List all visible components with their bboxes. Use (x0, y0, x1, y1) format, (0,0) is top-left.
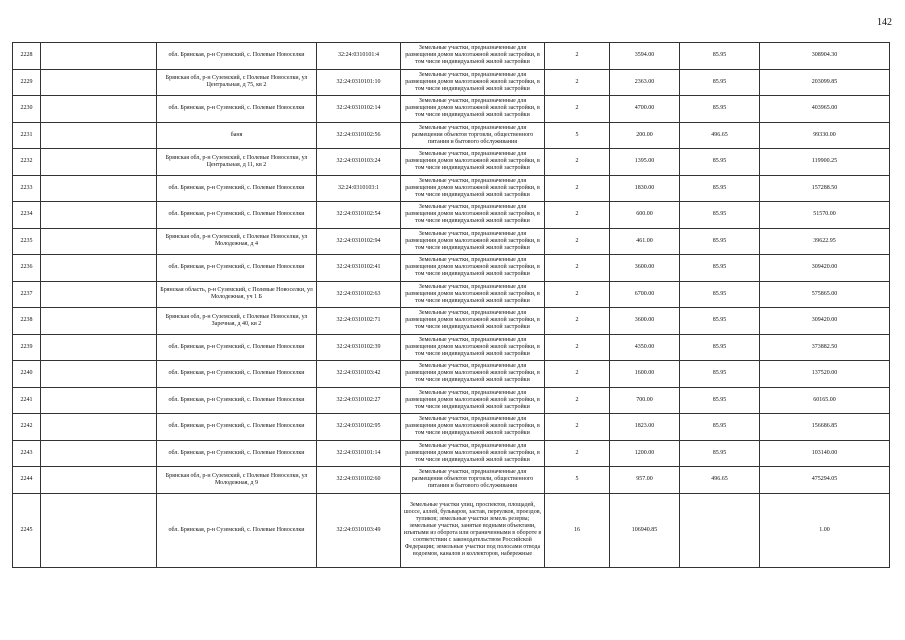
use-group-cell: 2 (545, 96, 610, 123)
specific-value-cell: 85.95 (680, 361, 760, 388)
cadastral-number-cell: 32:24:0310103:49 (317, 493, 401, 567)
land-use-purpose-cell: Земельные участки, предназначенные для размещения домов малоэтажной жилой застройки, в том числе индивидуальной жилой застройки (401, 255, 545, 282)
row-number: 2232 (13, 149, 41, 176)
blank-cell (41, 149, 157, 176)
area-cell: 3594.00 (610, 43, 680, 70)
table-row (13, 334, 890, 361)
specific-value-cell: 85.95 (680, 387, 760, 414)
area-cell: 600.00 (610, 202, 680, 229)
address-cell: обл. Брянская, р-н Суземский, с. Полевые Новоселки (157, 175, 317, 202)
specific-value-cell: 85.95 (680, 308, 760, 335)
table-row (13, 255, 890, 282)
specific-value-cell: 496.65 (680, 122, 760, 149)
cadastral-number-cell: 32:24:0310102:60 (317, 467, 401, 494)
specific-value-cell: 85.95 (680, 440, 760, 467)
specific-value-cell: 85.95 (680, 96, 760, 123)
cadastral-number-cell: 32:24:0310101:4 (317, 43, 401, 70)
cadastral-value-cell: 575865.00 (760, 281, 890, 308)
land-use-purpose-cell: Земельные участки, предназначенные для размещения домов малоэтажной жилой застройки, в том числе индивидуальной жилой застройки (401, 149, 545, 176)
cadastral-number-cell: 32:24:0310102:41 (317, 255, 401, 282)
page-number: 142 (877, 17, 892, 28)
area-cell: 461.00 (610, 228, 680, 255)
row-number: 2243 (13, 440, 41, 467)
land-use-purpose-cell: Земельные участки, предназначенные для размещения домов малоэтажной жилой застройки, в том числе индивидуальной жилой застройки (401, 334, 545, 361)
blank-cell (41, 255, 157, 282)
cadastral-value-cell: 403965.00 (760, 96, 890, 123)
use-group-cell: 2 (545, 175, 610, 202)
use-group-cell: 2 (545, 414, 610, 441)
address-cell: обл. Брянская, р-н Суземский, с. Полевые Новоселки (157, 96, 317, 123)
area-cell: 4700.00 (610, 96, 680, 123)
cadastral-value-cell: 99330.00 (760, 122, 890, 149)
area-cell: 1823.00 (610, 414, 680, 441)
row-number: 2230 (13, 96, 41, 123)
address-cell: обл. Брянская, р-н Суземский, с. Полевые Новоселки (157, 414, 317, 441)
use-group-cell: 2 (545, 202, 610, 229)
cadastral-value-cell: 137520.00 (760, 361, 890, 388)
blank-cell (41, 228, 157, 255)
area-cell: 1395.00 (610, 149, 680, 176)
table-row (13, 43, 890, 70)
cadastral-value-cell: 119900.25 (760, 149, 890, 176)
cadastral-number-cell: 32:24:0310102:27 (317, 387, 401, 414)
use-group-cell: 2 (545, 228, 610, 255)
cadastral-value-cell: 203099.85 (760, 69, 890, 96)
use-group-cell: 2 (545, 308, 610, 335)
area-cell: 3600.00 (610, 308, 680, 335)
table-row (13, 387, 890, 414)
blank-cell (41, 361, 157, 388)
row-number: 2242 (13, 414, 41, 441)
cadastral-number-cell: 32:24:0310102:95 (317, 414, 401, 441)
specific-value-cell: 85.95 (680, 334, 760, 361)
cadastral-number-cell: 32:24:0310102:63 (317, 281, 401, 308)
specific-value-cell: 85.95 (680, 149, 760, 176)
address-cell: Брянская обл, р-н Суземский, с Полевые Новоселки, ул Центральная, д 75, кв 2 (157, 69, 317, 96)
row-number: 2244 (13, 467, 41, 494)
row-number: 2241 (13, 387, 41, 414)
blank-cell (41, 122, 157, 149)
table-row (13, 308, 890, 335)
specific-value-cell: 85.95 (680, 281, 760, 308)
blank-cell (41, 440, 157, 467)
row-number: 2237 (13, 281, 41, 308)
cadastral-number-cell: 32:24:0310102:94 (317, 228, 401, 255)
cadastral-number-cell: 32:24:0310102:54 (317, 202, 401, 229)
use-group-cell: 2 (545, 281, 610, 308)
cadastral-value-cell: 60165.00 (760, 387, 890, 414)
use-group-cell: 5 (545, 122, 610, 149)
cadastral-value-cell: 39622.95 (760, 228, 890, 255)
blank-cell (41, 467, 157, 494)
address-cell: Брянская обл, р-н Суземский, с Полевые Новоселки, ул Молодежная, д 9 (157, 467, 317, 494)
area-cell: 1200.00 (610, 440, 680, 467)
cadastral-number-cell: 32:24:0310103:24 (317, 149, 401, 176)
use-group-cell: 2 (545, 149, 610, 176)
use-group-cell: 2 (545, 440, 610, 467)
table-row (13, 202, 890, 229)
land-use-purpose-cell: Земельные участки, предназначенные для размещения объектов торговли, общественного питания и бытового обслуживания (401, 467, 545, 494)
blank-cell (41, 281, 157, 308)
blank-cell (41, 334, 157, 361)
address-cell: Брянская обл, р-н Суземский, с Полевые Новоселки, ул Заречная, д 40, кв 2 (157, 308, 317, 335)
specific-value-cell: 85.95 (680, 228, 760, 255)
area-cell: 1600.00 (610, 361, 680, 388)
cadastral-number-cell: 32:24:0310101:10 (317, 69, 401, 96)
use-group-cell: 2 (545, 387, 610, 414)
cadastral-value-cell: 51570.00 (760, 202, 890, 229)
table-row (13, 96, 890, 123)
land-use-purpose-cell: Земельные участки, предназначенные для размещения домов малоэтажной жилой застройки, в том числе индивидуальной жилой застройки (401, 440, 545, 467)
cadastral-number-cell: 32:24:0310101:14 (317, 440, 401, 467)
land-use-purpose-cell: Земельные участки, предназначенные для размещения домов малоэтажной жилой застройки, в том числе индивидуальной жилой застройки (401, 281, 545, 308)
use-group-cell: 5 (545, 467, 610, 494)
address-cell: Брянская обл, р-н Суземский, с Полевые Новоселки, ул Центральная, д 11, кв 2 (157, 149, 317, 176)
specific-value-cell: 85.95 (680, 175, 760, 202)
blank-cell (41, 493, 157, 567)
land-use-purpose-cell: Земельные участки, предназначенные для размещения объектов торговли, общественного питания и бытового обслуживания (401, 122, 545, 149)
row-number: 2245 (13, 493, 41, 567)
cadastral-number-cell: 32:24:0310102:71 (317, 308, 401, 335)
specific-value-cell: 496.65 (680, 467, 760, 494)
address-cell: Брянская обл, р-н Суземский, с Полевые Новоселки, ул Молодежная, д 4 (157, 228, 317, 255)
land-use-purpose-cell: Земельные участки, предназначенные для размещения домов малоэтажной жилой застройки, в том числе индивидуальной жилой застройки (401, 202, 545, 229)
table-row (13, 281, 890, 308)
use-group-cell: 2 (545, 43, 610, 70)
land-use-purpose-cell: Земельные участки, предназначенные для размещения домов малоэтажной жилой застройки, в том числе индивидуальной жилой застройки (401, 43, 545, 70)
row-number: 2239 (13, 334, 41, 361)
address-cell: баня (157, 122, 317, 149)
area-cell: 6700.00 (610, 281, 680, 308)
row-number: 2236 (13, 255, 41, 282)
area-cell: 957.00 (610, 467, 680, 494)
table-row (13, 228, 890, 255)
area-cell: 4350.00 (610, 334, 680, 361)
cadastral-value-cell: 157288.50 (760, 175, 890, 202)
land-use-purpose-cell: Земельные участки, предназначенные для размещения домов малоэтажной жилой застройки, в том числе индивидуальной жилой застройки (401, 69, 545, 96)
row-number: 2234 (13, 202, 41, 229)
cadastral-value-cell: 309420.00 (760, 308, 890, 335)
address-cell: обл. Брянская, р-н Суземский, с. Полевые Новоселки (157, 361, 317, 388)
address-cell: Брянская область, р-н Суземский, с Полевые Новоселки, ул Молодежная, уч 1 Б (157, 281, 317, 308)
area-cell: 200.00 (610, 122, 680, 149)
land-use-purpose-cell: Земельные участки, предназначенные для размещения домов малоэтажной жилой застройки, в том числе индивидуальной жилой застройки (401, 361, 545, 388)
land-registry-table (12, 42, 890, 568)
cadastral-value-cell: 156686.85 (760, 414, 890, 441)
table-row (13, 122, 890, 149)
table-row (13, 69, 890, 96)
land-use-purpose-cell: Земельные участки, предназначенные для размещения домов малоэтажной жилой застройки, в том числе индивидуальной жилой застройки (401, 387, 545, 414)
land-use-purpose-cell: Земельные участки, предназначенные для размещения домов малоэтажной жилой застройки, в том числе индивидуальной жилой застройки (401, 308, 545, 335)
row-number: 2235 (13, 228, 41, 255)
table-row (13, 414, 890, 441)
cadastral-value-cell: 373882.50 (760, 334, 890, 361)
specific-value-cell: 85.95 (680, 202, 760, 229)
cadastral-number-cell: 32:24:0310103:1 (317, 175, 401, 202)
row-number: 2233 (13, 175, 41, 202)
table-body (13, 43, 890, 568)
blank-cell (41, 308, 157, 335)
cadastral-number-cell: 32:24:0310102:39 (317, 334, 401, 361)
land-use-purpose-cell: Земельные участки, предназначенные для размещения домов малоэтажной жилой застройки, в том числе индивидуальной жилой застройки (401, 175, 545, 202)
blank-cell (41, 69, 157, 96)
address-cell: обл. Брянская, р-н Суземский, с. Полевые Новоселки (157, 387, 317, 414)
land-use-purpose-cell: Земельные участки, предназначенные для размещения домов малоэтажной жилой застройки, в том числе индивидуальной жилой застройки (401, 96, 545, 123)
address-cell: обл. Брянская, р-н Суземский, с. Полевые Новоселки (157, 255, 317, 282)
area-cell: 2363.00 (610, 69, 680, 96)
area-cell: 106940.85 (610, 493, 680, 567)
specific-value-cell: 85.95 (680, 414, 760, 441)
cadastral-value-cell: 1.00 (760, 493, 890, 567)
area-cell: 700.00 (610, 387, 680, 414)
row-number: 2228 (13, 43, 41, 70)
cadastral-value-cell: 103140.00 (760, 440, 890, 467)
land-use-purpose-cell: Земельные участки, предназначенные для размещения домов малоэтажной жилой застройки, в том числе индивидуальной жилой застройки (401, 414, 545, 441)
area-cell: 1830.00 (610, 175, 680, 202)
row-number: 2240 (13, 361, 41, 388)
table-row (13, 493, 890, 567)
row-number: 2238 (13, 308, 41, 335)
blank-cell (41, 414, 157, 441)
use-group-cell: 2 (545, 334, 610, 361)
address-cell: обл. Брянская, р-н Суземский, с. Полевые Новоселки (157, 43, 317, 70)
use-group-cell: 2 (545, 255, 610, 282)
address-cell: обл. Брянская, р-н Суземский, с. Полевые Новоселки (157, 202, 317, 229)
table-row (13, 149, 890, 176)
table-row (13, 175, 890, 202)
blank-cell (41, 175, 157, 202)
specific-value-cell: 85.95 (680, 255, 760, 282)
area-cell: 3600.00 (610, 255, 680, 282)
address-cell: обл. Брянская, р-н Суземский, с. Полевые Новоселки (157, 493, 317, 567)
blank-cell (41, 43, 157, 70)
row-number: 2229 (13, 69, 41, 96)
land-use-purpose-cell: Земельные участки, предназначенные для размещения домов малоэтажной жилой застройки, в том числе индивидуальной жилой застройки (401, 228, 545, 255)
cadastral-value-cell: 308904.30 (760, 43, 890, 70)
specific-value-cell: 85.95 (680, 43, 760, 70)
use-group-cell: 2 (545, 69, 610, 96)
row-number: 2231 (13, 122, 41, 149)
cadastral-value-cell: 475294.05 (760, 467, 890, 494)
blank-cell (41, 202, 157, 229)
land-use-purpose-cell: Земельные участки улиц, проспектов, площадей, шоссе, аллей, бульваров, застав, переулков, проездов, тупиков; земельные участки земель резерва; земельные участки, занятые водными объектами, изъятыми из оборота или ограниченными в обороте в соответствии с законодательством Российской Федерации; земельные участки под полосами отвода водоемов, каналов и коллекторов, набережные (401, 493, 545, 567)
cadastral-number-cell: 32:24:0310102:56 (317, 122, 401, 149)
cadastral-value-cell: 309420.00 (760, 255, 890, 282)
blank-cell (41, 96, 157, 123)
address-cell: обл. Брянская, р-н Суземский, с. Полевые Новоселки (157, 334, 317, 361)
table-row (13, 361, 890, 388)
use-group-cell: 2 (545, 361, 610, 388)
table-row (13, 440, 890, 467)
address-cell: обл. Брянская, р-н Суземский, с. Полевые Новоселки (157, 440, 317, 467)
use-group-cell: 16 (545, 493, 610, 567)
table-row (13, 467, 890, 494)
blank-cell (41, 387, 157, 414)
cadastral-number-cell: 32:24:0310102:14 (317, 96, 401, 123)
specific-value-cell: 85.95 (680, 69, 760, 96)
specific-value-cell (680, 493, 760, 567)
cadastral-number-cell: 32:24:0310103:42 (317, 361, 401, 388)
